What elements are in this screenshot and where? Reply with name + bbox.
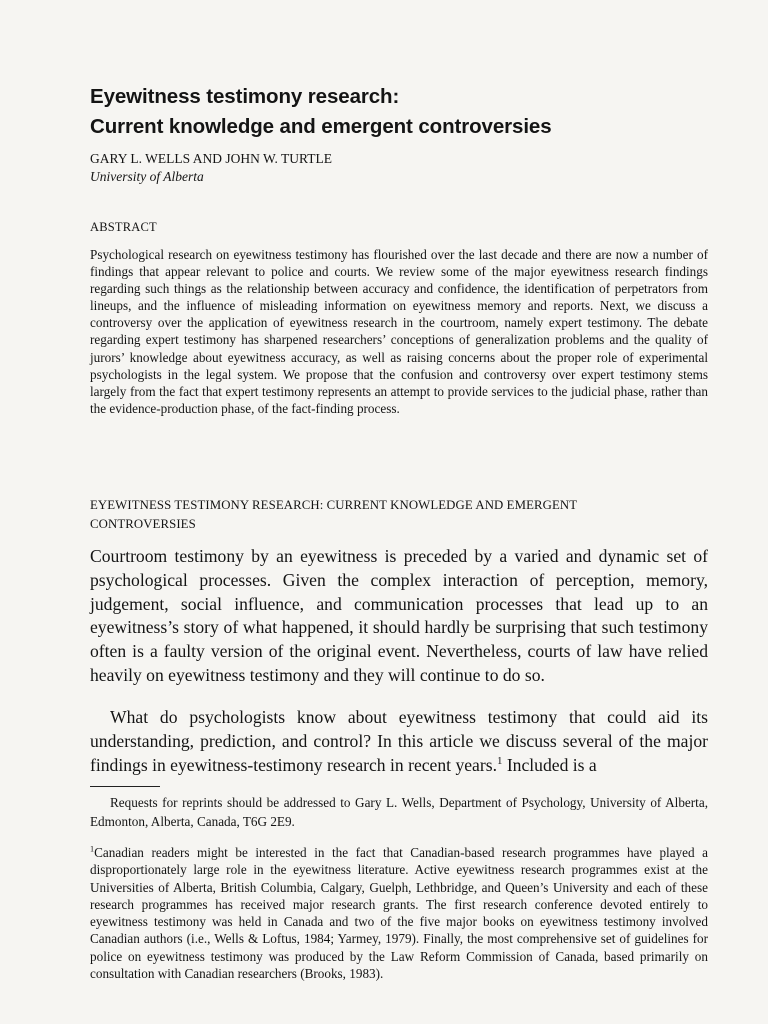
abstract-heading: ABSTRACT (90, 220, 157, 234)
footnote-ref-1[interactable]: 1 (496, 754, 503, 767)
abstract-text: Psychological research on eyewitness testimony has flourished over the last decade and there are now a number of findings that appear relevant to police and courts. We review some of the major eyewitness research findings regarding such things as the relationship between accuracy and confidence, the identification of perpetrators from lineups, and the influence of misleading information on eyewitness memory and reports. Next, we discuss a controversy over the application of eyewitness research in the courtroom, namely expert testimony. The debate regarding expert testimony has sharpened researchers’ conceptions of generalization problems and the quality of jurors’ knowledge about eyewitness accuracy, as well as raising concerns about the proper role of experimental psychologists in the legal system. We propose that the confusion and controversy over expert testimony stems largely from the fact that expert testimony represents an attempt to provide services to the judicial phase, rather than the evidence-production phase, of the fact-finding process. (90, 247, 708, 416)
article-title-line-1: Eyewitness testimony research: (90, 85, 400, 108)
body-paragraph-2-tail: Included is a (502, 754, 597, 775)
footnote-1-marker: 1 (90, 844, 95, 854)
article-title (90, 82, 710, 142)
footnote-divider (90, 786, 160, 787)
body-paragraph-2 (90, 706, 708, 777)
body-paragraph-1: Courtroom testimony by an eyewitness is preceded by a varied and dynamic set of psychological processes. Given the complex interaction of perception, memory, judgement, social influence, and communication processes that lead up to an eyewitness’s story of what happened, it should hardly be surprising that such testimony often is a faulty version of the original event. Nevertheless, courts of law have relied heavily on eyewitness testimony and they will continue to do so. (90, 546, 708, 685)
author-affiliation: University of Alberta (90, 169, 204, 184)
body-paragraph-2-text: What do psychologists know about eyewitness testimony that could aid its understanding, prediction, and control? In this article we discuss several of the major findings in eyewitness-testimony research in recent years. (90, 707, 708, 775)
section-heading: EYEWITNESS TESTIMONY RESEARCH: CURRENT KNOWLEDGE AND EMERGENT CONTROVERSIES (90, 498, 577, 531)
reprint-request-note: Requests for reprints should be addressed to Gary L. Wells, Department of Psychology, University of Alberta, Edmonton, Alberta, Canada, T6G 2E9. (90, 795, 708, 829)
footnote-1 (90, 844, 708, 982)
footnote-1-text: Canadian readers might be interested in the fact that Canadian-based research programmes have played a disproportionately large role in the eyewitness literature. Active eyewitness research programmes exist at the Universities of Alberta, British Columbia, Calgary, Guelph, Lethbridge, and Queen’s University and each of these research programmes has received major research grants. The first research conference devoted entirely to eyewitness testimony was held in Canada and two of the five major books on eyewitness testimony involved Canadian authors (i.e., Wells & Loftus, 1984; Yarmey, 1979). Finally, the most comprehensive set of guidelines for police on eyewitness testimony was produced by the Law Reform Commission of Canada, based primarily on consultation with Canadian researchers (Brooks, 1983). (90, 845, 708, 982)
article-title-line-2: Current knowledge and emergent controversies (90, 115, 552, 138)
author-names: GARY L. WELLS AND JOHN W. TURTLE (90, 151, 332, 166)
